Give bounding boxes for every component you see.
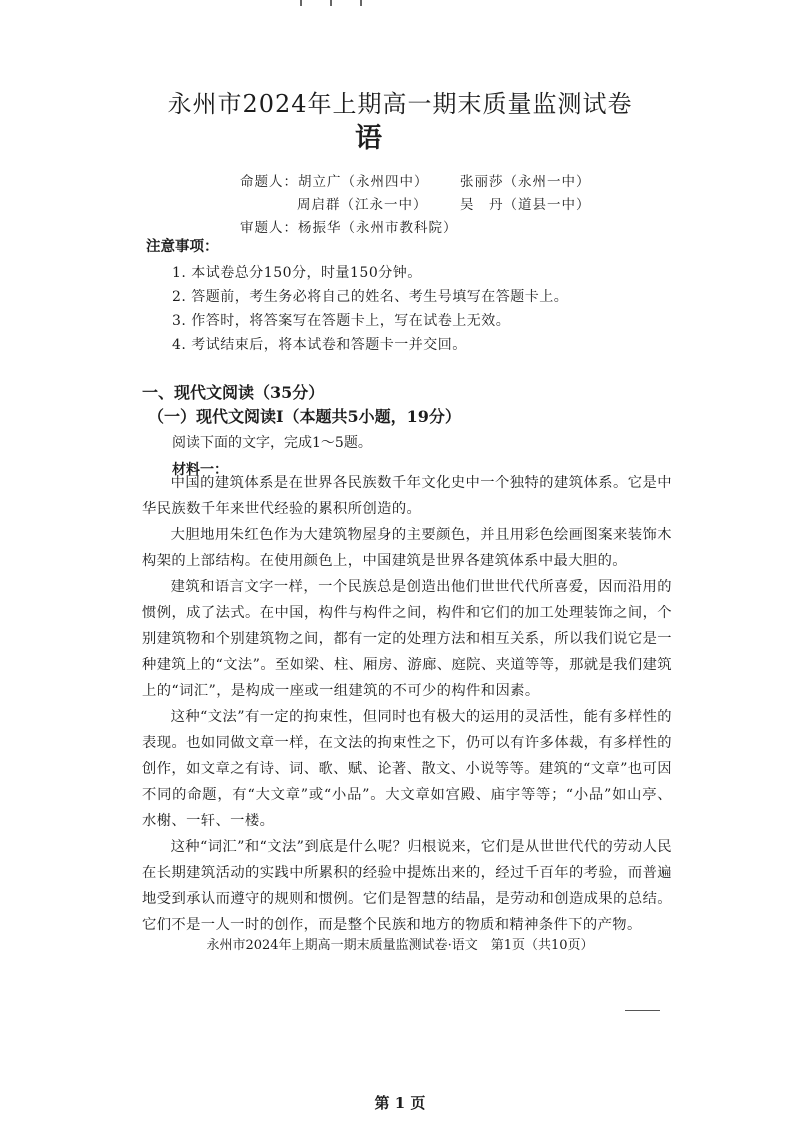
section-heading: 一、现代文阅读（35分）	[142, 383, 325, 402]
author-1: 胡立广（永州四中）	[298, 174, 429, 190]
notice-item: 2. 答题前，考生务必将自己的姓名、考生号填写在答题卡上。	[172, 289, 569, 305]
paragraph: 这种“文法”有一定的拘束性，但同时也有极大的运用的灵活性，能有多样性的表现。也如同做文章一样，在文法的拘束性之下，仍可以有许多体裁，有多样性的创作，如文章之有诗、词、歌、赋、论著、散文、小说等等。建筑的“文章”也可因不同的命题，有“大文章”或“小品”。大文章如宫殿、庙宇等等；“小品”如山亭、水榭、一轩、一楼。	[142, 709, 672, 829]
scan-mark	[360, 0, 362, 6]
author-3: 周启群（江永一中）	[297, 197, 428, 213]
page-footer: 永州市2024年上期高一期末质量监测试卷·语文 第1页（共10页）	[206, 938, 594, 953]
paragraph: 大胆地用朱红色作为大建筑物屋身的主要颜色，并且用彩色绘画图案来装饰木构架的上部结构。在使用颜色上，中国建筑是世界各建筑体系中最大胆的。	[142, 527, 672, 569]
page-number: 第 1 页	[374, 1094, 426, 1112]
paragraph: 中国的建筑体系是在世界各民族数千年文化史中一个独特的建筑体系。它是中华民族数千年来世代经验的累积所创造的。	[142, 475, 672, 517]
exam-title: 永州市2024年上期高一期末质量监测试卷	[167, 90, 633, 118]
author-row-1	[240, 170, 429, 190]
notice-item: 4. 考试结束后，将本试卷和答题卡一并交回。	[172, 337, 467, 353]
compose-label: 命题人：	[240, 174, 298, 190]
paragraph: 这种“词汇”和“文法”到底是什么呢？归根说来，它们是从世世代代的劳动人民在长期建筑活动的实践中所累积的经验中提炼出来的，经过千百年的考验，而普遍地受到承认而遵守的规则和惯例。它们是智慧的结晶，是劳动和创造成果的总结。它们不是一人一时的创作，而是整个民族和地方的物质和精神条件下的产物。	[142, 839, 672, 933]
scan-line	[625, 1010, 660, 1011]
reviewer-row	[240, 216, 458, 236]
scan-mark	[330, 0, 332, 6]
author-4: 吴 丹（道县一中）	[460, 197, 591, 213]
notice-item: 3. 作答时，将答案写在答题卡上，写在试卷上无效。	[172, 313, 511, 329]
paragraph: 建筑和语言文字一样，一个民族总是创造出他们世世代代所喜爱，因而沿用的惯例，成了法式。在中国，构件与构件之间，构件和它们的加工处理装饰之间，个别建筑物和个别建筑物之间，都有一定的处理方法和相互关系，所以我们说它是一种建筑上的“文法”。至如梁、柱、厢房、游廊、庭院、夹道等等，那就是我们建筑上的“词汇”，是构成一座或一组建筑的不可少的构件和因素。	[142, 579, 672, 699]
author-2: 张丽莎（永州一中）	[460, 174, 591, 190]
article-body	[142, 470, 672, 938]
instruction: 阅读下面的文字，完成1～5题。	[172, 435, 372, 451]
review-label: 审题人：	[240, 220, 298, 236]
subject-title: 语	[355, 123, 382, 154]
scan-mark	[300, 0, 302, 6]
reviewer: 杨振华（永州市教科院）	[298, 220, 458, 236]
notice-heading: 注意事项：	[146, 238, 219, 255]
notice-item: 1. 本试卷总分150分，时量150分钟。	[172, 265, 422, 281]
subsection-heading: （一）现代文阅读Ⅰ（本题共5小题，19分）	[148, 407, 461, 426]
material-label: 材料一：	[172, 462, 228, 478]
